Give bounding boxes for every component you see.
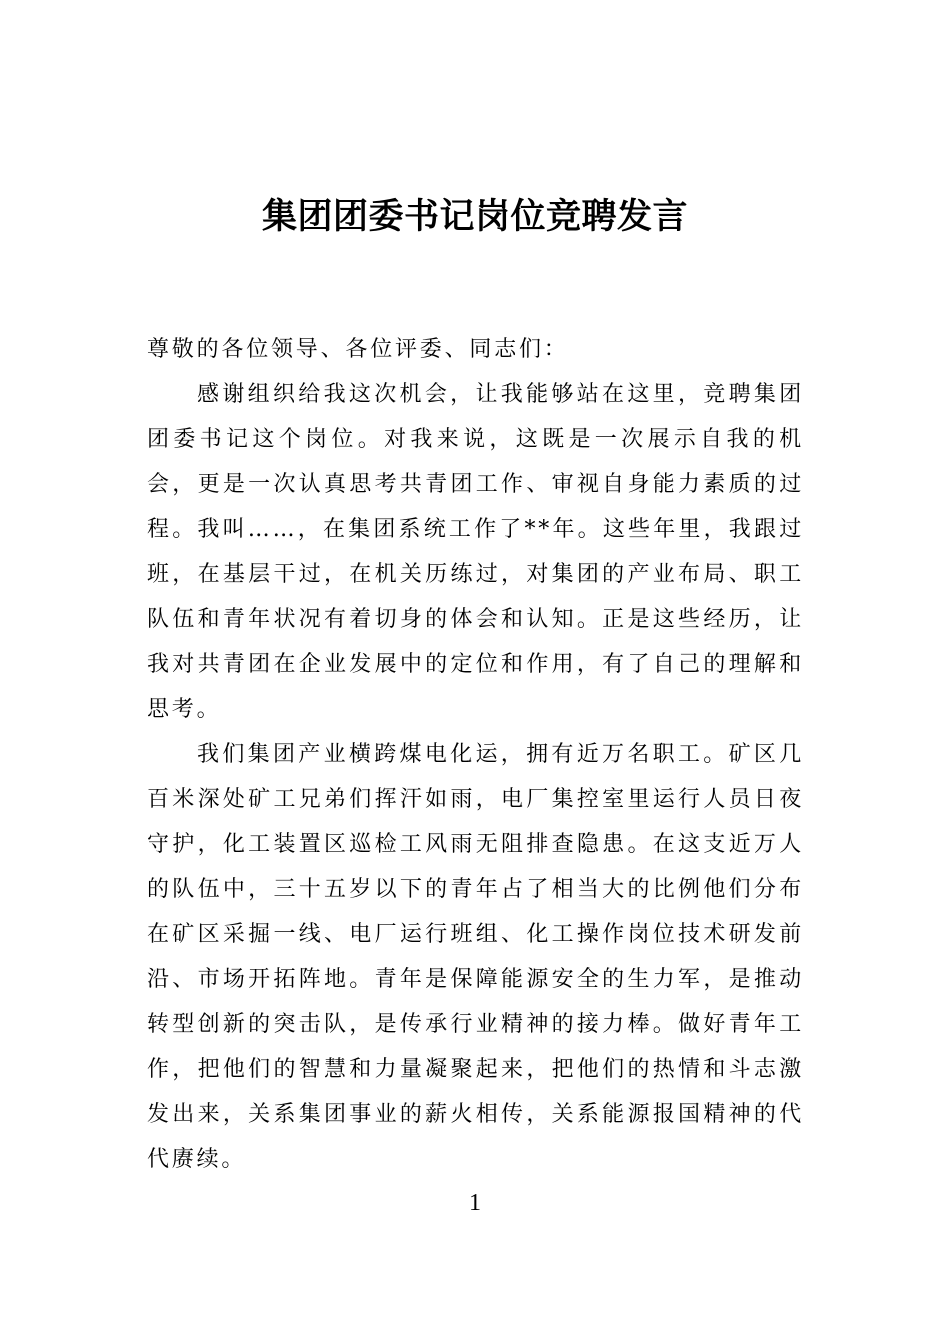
paragraph-1: 感谢组织给我这次机会，让我能够站在这里，竞聘集团团委书记这个岗位。对我来说，这既是一次展示自我的机会，更是一次认真思考共青团工作、审视自身能力素质的过程。我叫……，在集团系统工作了**年。这些年里，我跟过班，在基层干过，在机关历练过，对集团的产业布局、职工队伍和青年状况有着切身的体会和认知。正是这些经历，让我对共青团在企业发展中的定位和作用，有了自己的理解和思考。 — [147, 382, 804, 722]
document-body — [147, 327, 804, 1182]
salutation: 尊敬的各位领导、各位评委、同志们： — [147, 337, 569, 362]
paragraph-2: 我们集团产业横跨煤电化运，拥有近万名职工。矿区几百米深处矿工兄弟们挥汗如雨，电厂集控室里运行人员日夜守护，化工装置区巡检工风雨无阻排查隐患。在这支近万人的队伍中，三十五岁以下的青年占了相当大的比例他们分布在矿区采掘一线、电厂运行班组、化工操作岗位技术研发前沿、市场开拓阵地。青年是保障能源安全的生力军，是推动转型创新的突击队，是传承行业精神的接力棒。做好青年工作，把他们的智慧和力量凝聚起来，把他们的热情和斗志激发出来，关系集团事业的薪火相传，关系能源报国精神的代代赓续。 — [147, 742, 804, 1172]
document-title: 集团团委书记岗位竞聘发言 — [261, 196, 688, 237]
page-number: 1 — [469, 1190, 481, 1216]
